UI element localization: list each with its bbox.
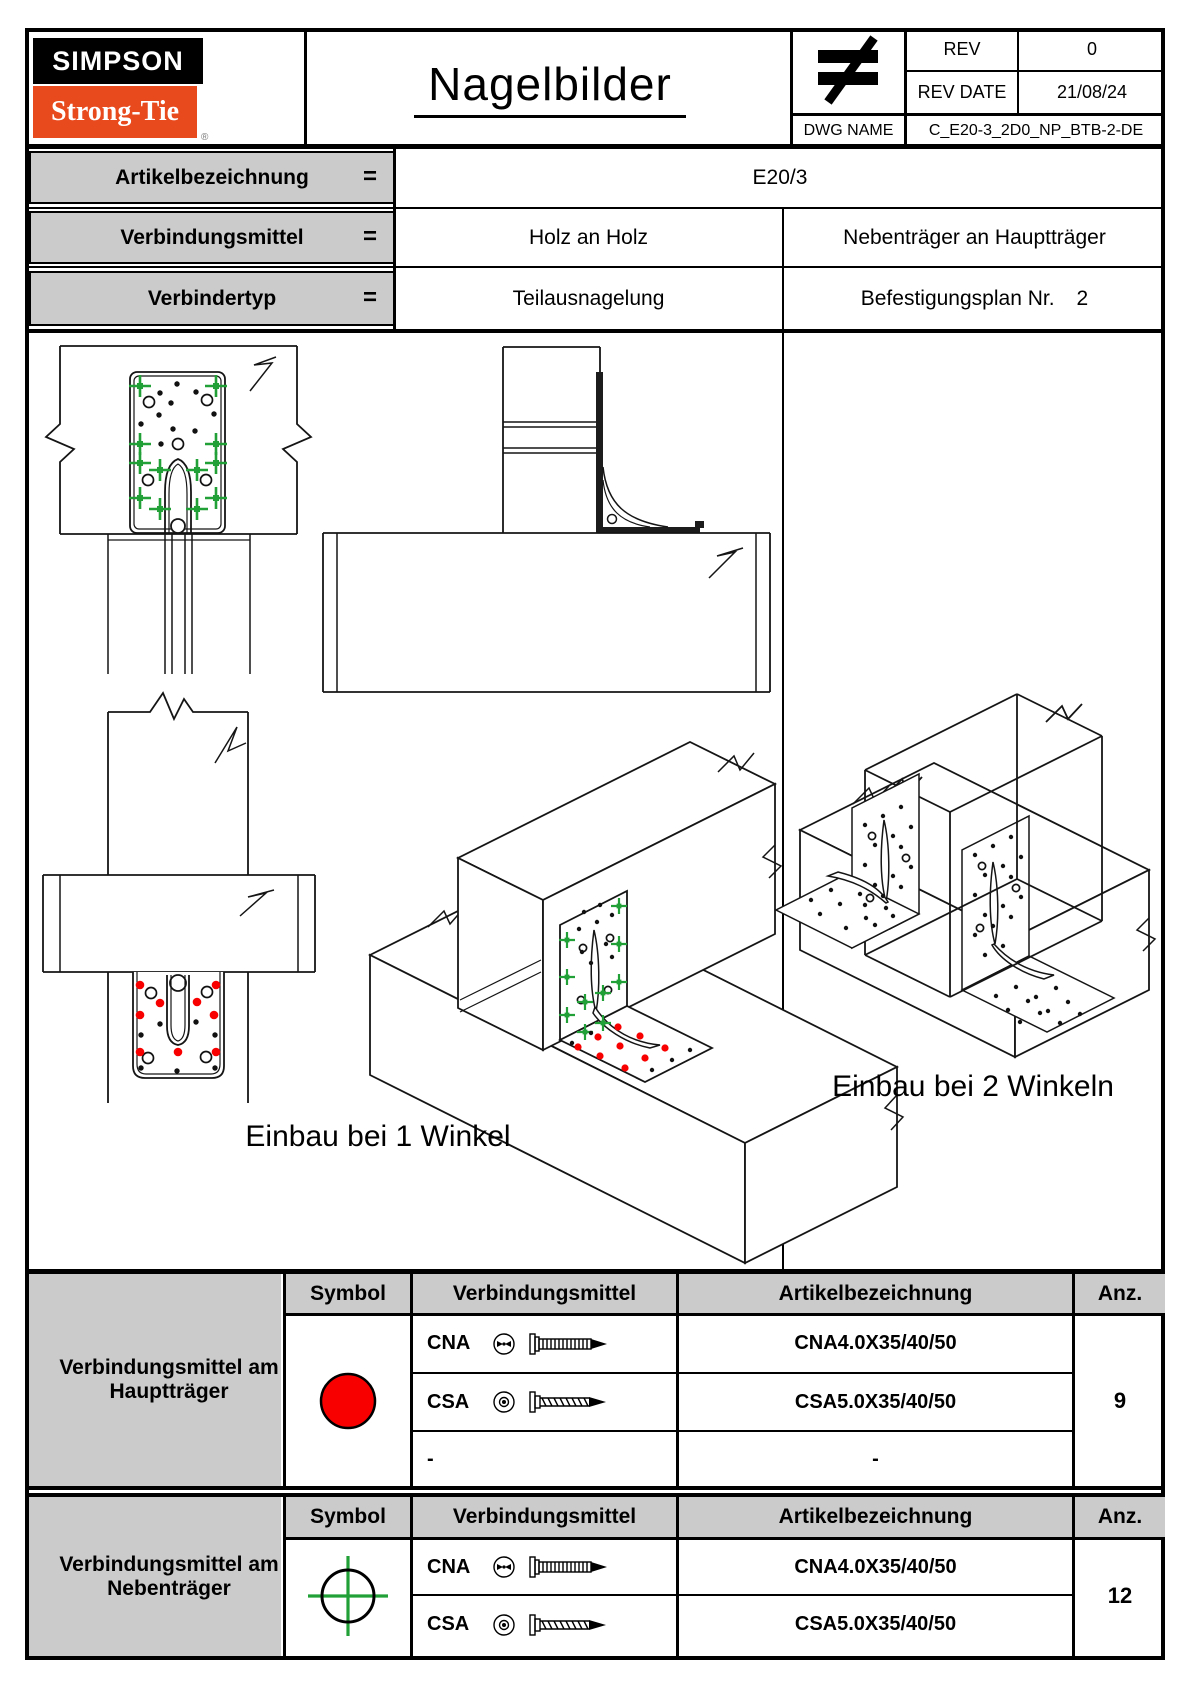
divider [283, 1313, 1165, 1316]
rev-date-label: REV DATE [917, 82, 1007, 102]
fastener-code: CSA [427, 1613, 470, 1635]
fastener-code: CNA [427, 1555, 471, 1578]
divider [410, 1594, 1072, 1596]
divider [283, 1497, 286, 1656]
logo-line2: Strong-Tie [50, 96, 180, 127]
t2-header-verbindungsmittel: Verbindungsmittel [413, 1497, 676, 1537]
t2-row2-article: CSA5.0X35/40/50 [794, 1613, 957, 1635]
cna-nail-icon [527, 1331, 613, 1357]
t2-anz-value: 12 [1107, 1582, 1133, 1608]
divider [676, 1274, 679, 1486]
dwg-name-label: DWG NAME [803, 121, 894, 139]
csa-screw-icon [527, 1612, 613, 1638]
divider [410, 1430, 1072, 1432]
t2-header-anz: Anz. [1075, 1497, 1165, 1537]
t2-header-artikelbezeichnung: Artikelbezeichnung [679, 1497, 1072, 1537]
t1-rowlabel-cell [29, 1274, 281, 1486]
csa-screw-icon [527, 1389, 613, 1415]
t1-row2-fastener [413, 1374, 676, 1430]
t2-row1-fastener [413, 1539, 676, 1595]
t1-header-artikelbezeichnung: Artikelbezeichnung [679, 1274, 1072, 1313]
view-side [323, 347, 770, 692]
t1-row3-article: - [872, 1447, 879, 1470]
befestigungsplan-number: 2 [1076, 286, 1089, 310]
t1-row1-article: CNA4.0X35/40/50 [794, 1332, 957, 1354]
t1-anz-value: 9 [1113, 1387, 1127, 1413]
info-label: Artikelbezeichnung [115, 165, 309, 189]
befestigungsplan-label: Befestigungsplan Nr. [860, 286, 1055, 310]
dwg-name-value: C_E20-3_2D0_NP_BTB-2-DE [928, 121, 1144, 139]
t1-row1-fastener [413, 1315, 676, 1372]
t1-row2-article: CSA5.0X35/40/50 [794, 1390, 957, 1413]
cna-nail-icon [527, 1554, 613, 1580]
rev-date-value: 21/08/24 [1056, 82, 1128, 102]
t1-header-symbol: Symbol [286, 1274, 410, 1313]
cna-headmark-icon [491, 1331, 517, 1357]
divider [410, 1372, 1072, 1374]
equals-sign: = [362, 222, 377, 250]
logo-line1: SIMPSON [52, 45, 184, 76]
divider [676, 1497, 679, 1656]
view-front-nebentraeger [46, 346, 311, 674]
t1-row3-fastener: - [427, 1447, 434, 1470]
artikelbezeichnung-value: E20/3 [752, 165, 808, 189]
label-two-brackets: Einbau bei 2 Winkeln [832, 1070, 1114, 1103]
t2-row2-fastener [413, 1597, 676, 1652]
t2-row1-article: CNA4.0X35/40/50 [794, 1555, 957, 1578]
info-label: Verbindertyp [147, 286, 277, 310]
cna-headmark-icon [491, 1554, 517, 1580]
verbindungsmittel-left: Holz an Holz [528, 225, 649, 249]
rev-value: 0 [1086, 38, 1097, 59]
divider [410, 1274, 413, 1486]
info-label: Verbindungsmittel [120, 225, 304, 249]
equals-sign: = [362, 283, 377, 311]
divider [410, 1497, 413, 1656]
fastener-code: CNA [427, 1332, 471, 1354]
t1-row-label: Verbindungsmittel am Hauptträger [59, 1356, 279, 1403]
divider [1072, 1497, 1075, 1656]
nebentraeger-symbol-icon [286, 1540, 410, 1652]
divider [283, 1537, 1165, 1540]
verbindungsmittel-right: Nebenträger an Hauptträger [843, 225, 1106, 249]
view-iso-two-brackets [776, 694, 1155, 1057]
view-front-hauptraeger [43, 693, 315, 1103]
t2-row-label: Verbindungsmittel am Nebenträger [59, 1552, 279, 1600]
divider [25, 1486, 1165, 1490]
page-title: Nagelbilder [307, 42, 793, 132]
divider [283, 1274, 286, 1486]
csa-headmark-icon [491, 1612, 517, 1638]
label-one-bracket: Einbau bei 1 Winkel [245, 1120, 511, 1153]
t2-header-symbol: Symbol [286, 1497, 410, 1537]
verbindertyp-left: Teilausnagelung [512, 286, 665, 310]
csa-headmark-icon [491, 1389, 517, 1415]
divider [1072, 1274, 1075, 1486]
t1-header-anz: Anz. [1075, 1274, 1165, 1313]
fastener-code: CSA [427, 1390, 470, 1413]
t1-header-verbindungsmittel: Verbindungsmittel [413, 1274, 676, 1313]
equals-sign: = [362, 162, 377, 190]
t2-rowlabel-cell [29, 1497, 281, 1656]
registered-mark: ® [201, 132, 209, 143]
rev-label: REV [943, 38, 981, 59]
hauptraeger-symbol-icon [286, 1316, 410, 1486]
